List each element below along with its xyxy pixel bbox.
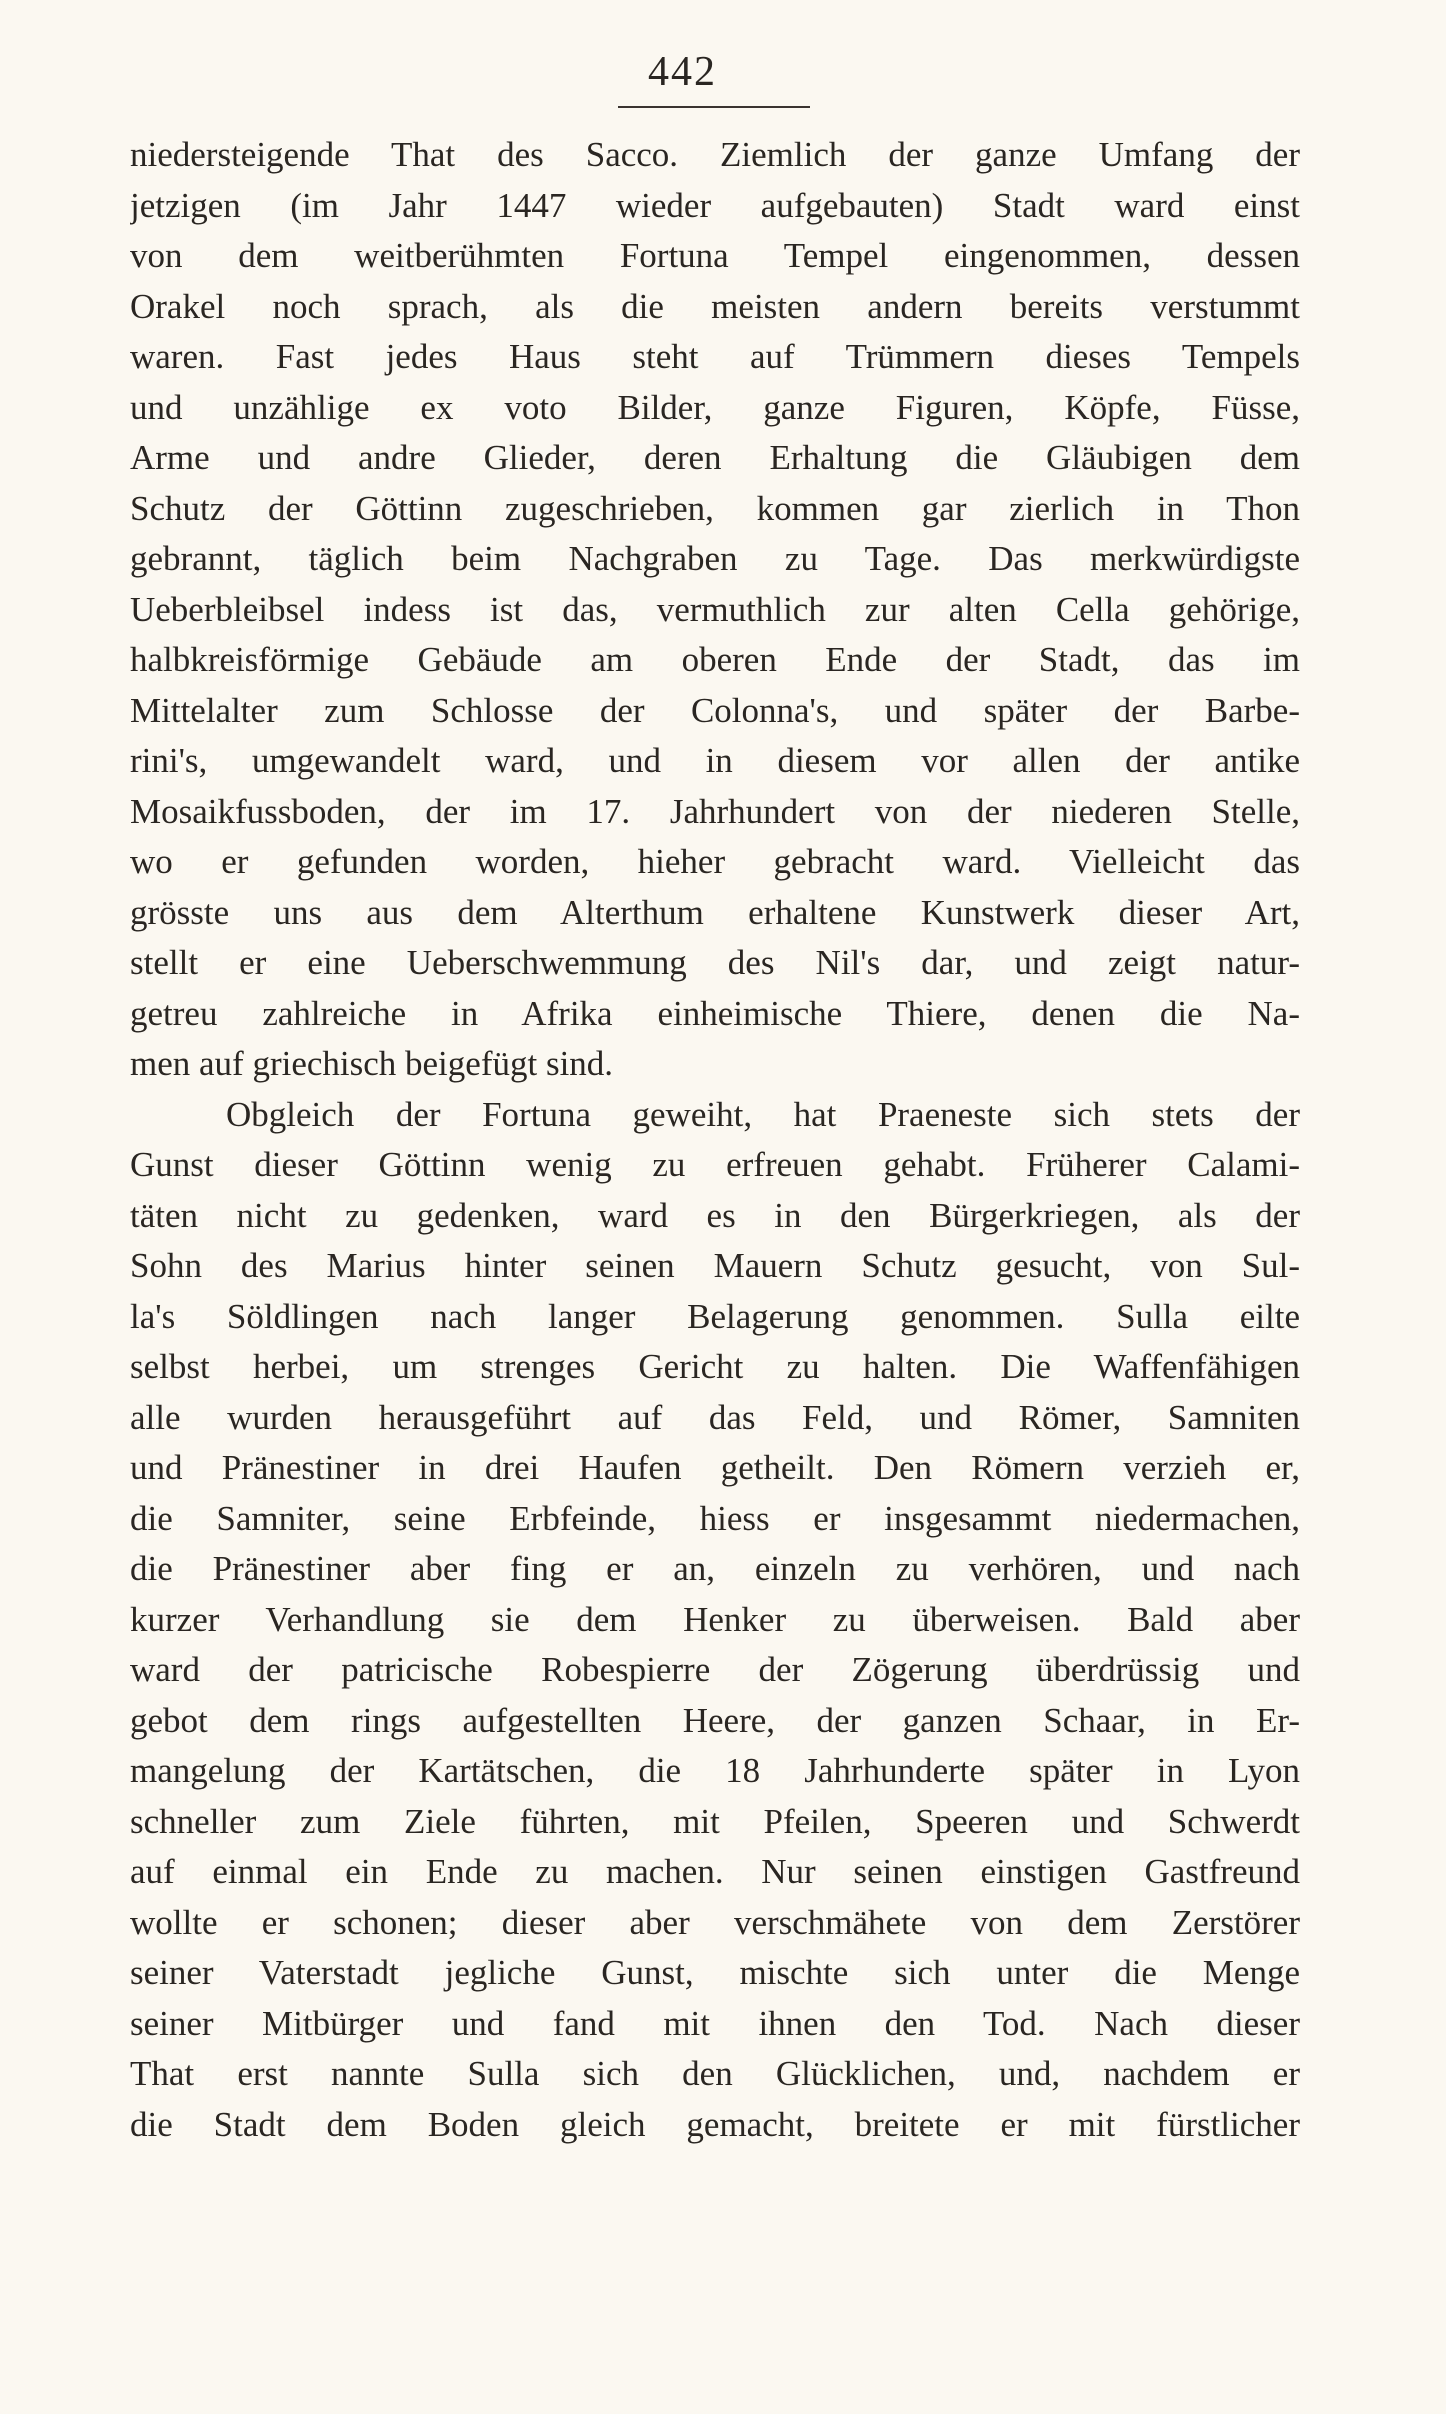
text-line: Orakel noch sprach, als die meisten andern bereits verstummt [130, 286, 1300, 326]
text-line: That erst nannte Sulla sich den Glücklichen, und, nachdem er [130, 2054, 1300, 2093]
paragraph-start-line: Obgleich der Fortuna geweiht, hat Praeneste sich stets der [226, 1094, 1300, 1134]
text-line: und Pränestiner in drei Haufen getheilt. Den Römern verzieh er, [130, 1448, 1300, 1487]
text-line: und unzählige ex voto Bilder, ganze Figuren, Köpfe, Füsse, [130, 387, 1300, 427]
text-line: Arme und andre Glieder, deren Erhaltung die Gläubigen dem [130, 438, 1300, 477]
paragraph-end-line: men auf griechisch beigefügt sind. [130, 1044, 614, 1083]
text-line: von dem weitberühmten Fortuna Tempel eingenommen, dessen [130, 236, 1300, 275]
text-line: die Stadt dem Boden gleich gemacht, breitete er mit fürstlicher [130, 2104, 1300, 2144]
text-line: wollte er schonen; dieser aber verschmähete von dem Zerstörer [130, 1902, 1300, 1942]
text-line: auf einmal ein Ende zu machen. Nur seinen einstigen Gastfreund [130, 1852, 1300, 1891]
text-line: kurzer Verhandlung sie dem Henker zu überweisen. Bald aber [130, 1599, 1300, 1639]
text-line: täten nicht zu gedenken, ward es in den Bürgerkriegen, als der [130, 1195, 1300, 1235]
text-line: la's Söldlingen nach langer Belagerung genommen. Sulla eilte [130, 1296, 1300, 1336]
text-line: Sohn des Marius hinter seinen Mauern Schutz gesucht, von Sul- [130, 1246, 1300, 1285]
text-line: alle wurden herausgeführt auf das Feld, und Römer, Samniten [130, 1397, 1300, 1437]
text-line: halbkreisförmige Gebäude am oberen Ende der Stadt, das im [130, 640, 1300, 679]
text-line: rini's, umgewandelt ward, und in diesem vor allen der antike [130, 741, 1300, 780]
text-line: seiner Mitbürger und fand mit ihnen den Tod. Nach dieser [130, 2003, 1300, 2043]
text-line: getreu zahlreiche in Afrika einheimische Thiere, denen die Na- [130, 993, 1300, 1033]
text-line: niedersteigende That des Sacco. Ziemlich der ganze Umfang der [130, 135, 1300, 174]
text-line: seiner Vaterstadt jegliche Gunst, mischte sich unter die Menge [130, 1953, 1300, 1992]
text-line: Schutz der Göttinn zugeschrieben, kommen gar zierlich in Thon [130, 488, 1300, 528]
text-line: die Samniter, seine Erbfeinde, hiess er insgesammt niedermachen, [130, 1498, 1300, 1538]
text-line: Mittelalter zum Schlosse der Colonna's, und später der Barbe- [130, 690, 1300, 730]
text-line: gebrannt, täglich beim Nachgraben zu Tage. Das merkwürdigste [130, 539, 1300, 578]
text-line: grösste uns aus dem Alterthum erhaltene Kunstwerk dieser Art, [130, 892, 1300, 932]
body-text [130, 130, 1300, 2150]
text-line: selbst herbei, um strenges Gericht zu halten. Die Waffenfähigen [130, 1347, 1300, 1386]
text-line: wo er gefunden worden, hieher gebracht ward. Vielleicht das [130, 842, 1300, 881]
text-line: Gunst dieser Göttinn wenig zu erfreuen gehabt. Früherer Calami- [130, 1145, 1300, 1184]
text-line: die Pränestiner aber fing er an, einzeln zu verhören, und nach [130, 1549, 1300, 1588]
text-line: Mosaikfussboden, der im 17. Jahrhundert von der niederen Stelle, [130, 791, 1300, 831]
text-line: mangelung der Kartätschen, die 18 Jahrhunderte später in Lyon [130, 1751, 1300, 1790]
text-line: waren. Fast jedes Haus steht auf Trümmern dieses Tempels [130, 337, 1300, 376]
text-line: ward der patricische Robespierre der Zögerung überdrüssig und [130, 1650, 1300, 1689]
page-number: 442 [648, 49, 717, 95]
text-line: stellt er eine Ueberschwemmung des Nil's dar, und zeigt natur- [130, 943, 1300, 982]
text-line: Ueberbleibsel indess ist das, vermuthlich zur alten Cella gehörige, [130, 589, 1300, 629]
text-line: schneller zum Ziele führten, mit Pfeilen, Speeren und Schwerdt [130, 1801, 1300, 1841]
page-number-rule [618, 106, 810, 108]
text-line: jetzigen (im Jahr 1447 wieder aufgebauten) Stadt ward einst [130, 185, 1300, 225]
text-line: gebot dem rings aufgestellten Heere, der ganzen Schaar, in Er- [130, 1700, 1300, 1740]
